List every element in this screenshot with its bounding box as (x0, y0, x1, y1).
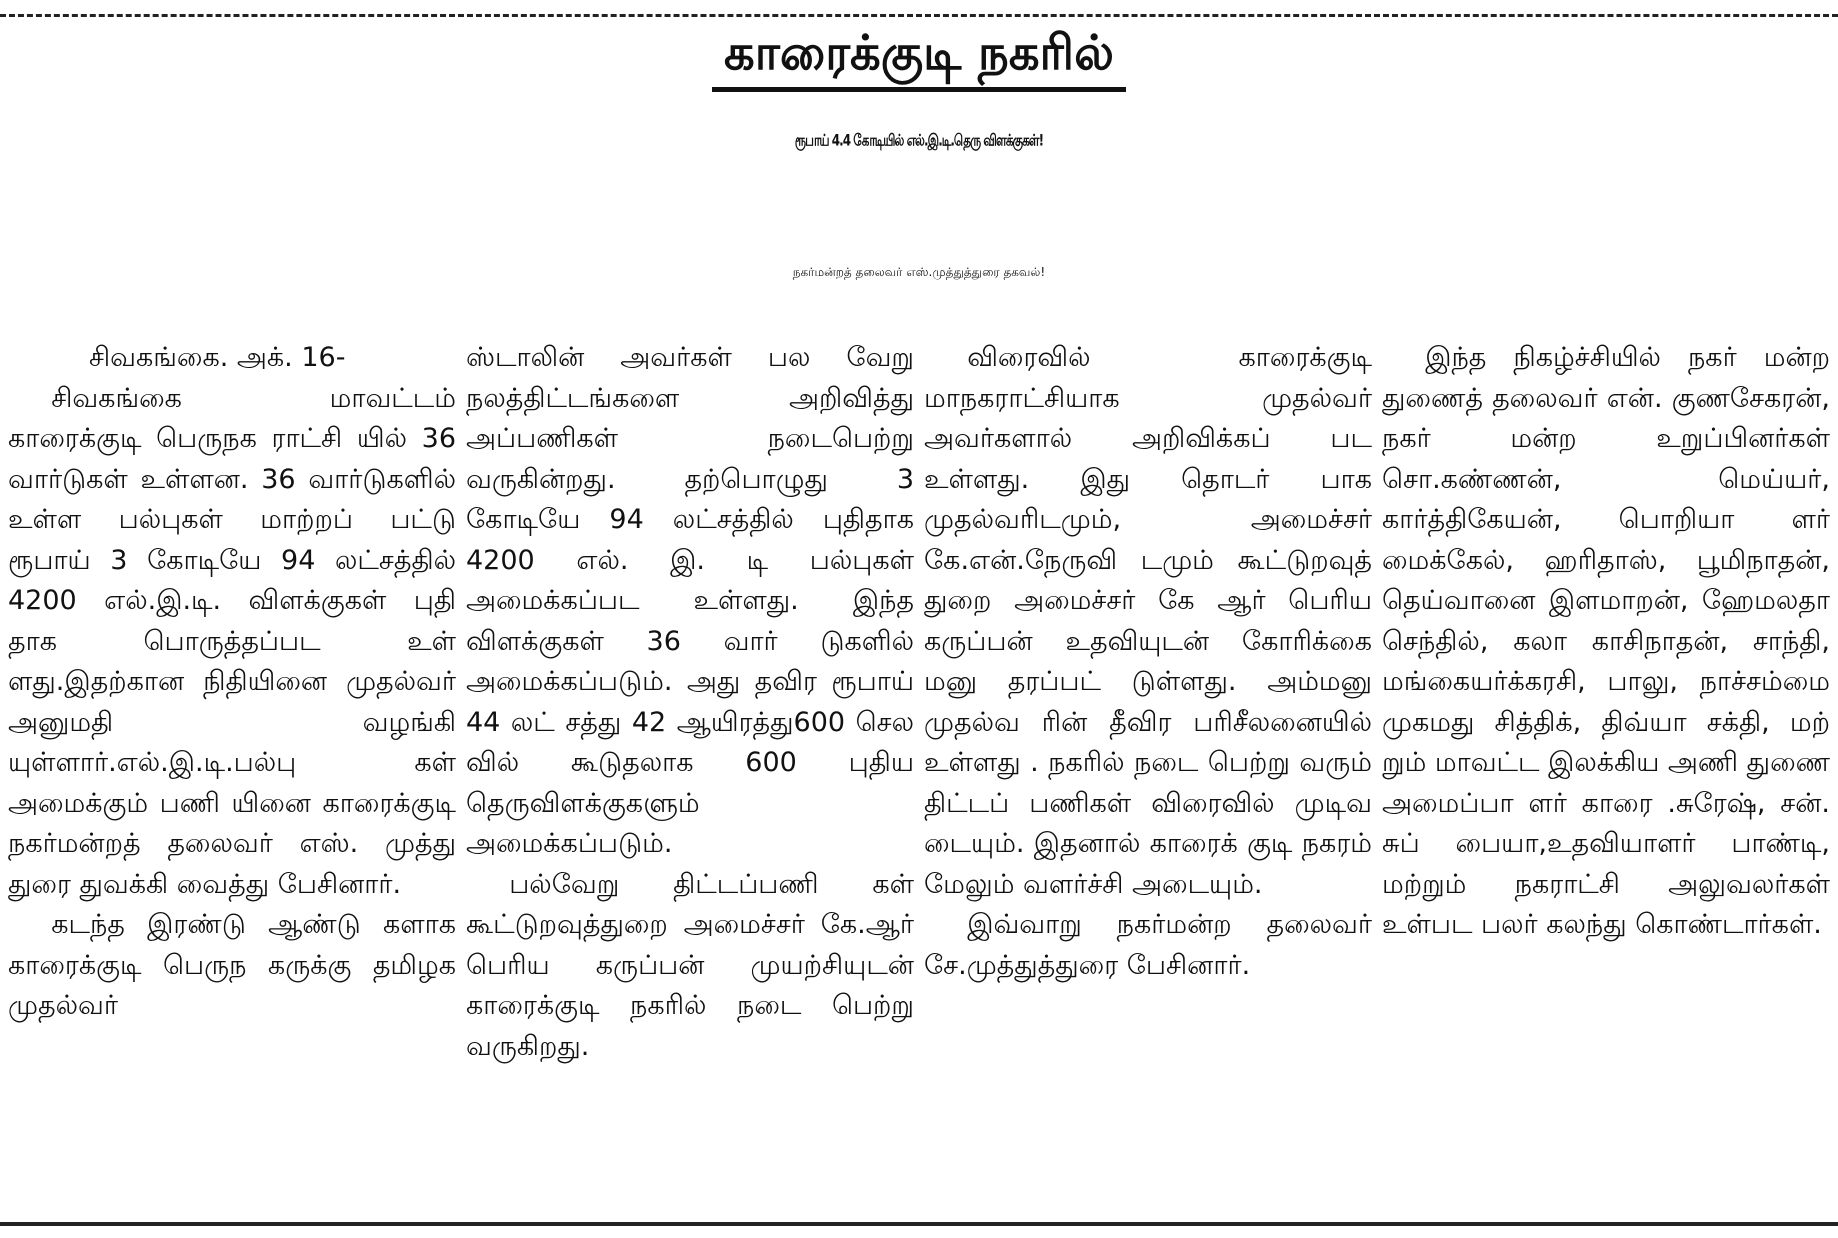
body-column-3 (924, 338, 1372, 1210)
paragraph: ஸ்டாலின் அவர்கள் பல வேறு நலத்திட்டங்களை அறிவித்து அப்பணிகள் நடைபெற்று வருகின்றது. தற்பொழுது 3 கோடியே 94 லட்சத்தில் புதிதாக 4200 எல். இ. டி பல்புகள் அமைக்கப்பட உள்ளது. இந்த விளக்குகள் 36 வார் டுகளில் அமைக்கப்படும். அது தவிர ரூபாய் 44 லட் சத்து 42 ஆயிரத்து600 செல வில் கூடுதலாக 600 புதிய தெருவிளக்குகளும் அமைக்கப்படும். (466, 342, 914, 859)
kicker-text: காரைக்குடி நகரில் (712, 26, 1126, 92)
paragraph: சிவகங்கை மாவட்டம் காரைக்குடி பெருநக ராட்சி யில் 36 வார்டுகள் உள்ளன. 36 வார்டுகளில் உள்ள பல்புகள் மாற்றப் பட்டு ரூபாய் 3 கோடியே 94 லட்சத்தில் 4200 எல்.இ.டி. விளக்குகள் புதி தாக பொருத்தப்பட உள் ளது.இதற்கான நிதியினை முதல்வர் அனுமதி வழங்கி யுள்ளார்.எல்.இ.டி.பல்பு கள் அமைக்கும் பணி யினை காரைக்குடி நகர்மன்றத் தலைவர் எஸ். முத்து துரை துவக்கி வைத்து பேசினார். (8, 382, 456, 900)
top-dashed-rule (0, 14, 1838, 17)
article-subheadline: நகர்மன்றத் தலைவர் எஸ்.முத்துத்துரை தகவல்! (792, 265, 1046, 279)
paragraph: கடந்த இரண்டு ஆண்டு களாக காரைக்குடி பெருந கருக்கு தமிழக முதல்வர் (8, 909, 456, 1021)
dateline: சிவகங்கை. அக். 16- (89, 342, 346, 373)
paragraph: பல்வேறு திட்டப்பணி கள் கூட்டுறவுத்துறை அமைச்சர் கே.ஆர் பெரிய கருப்பன் முயற்சியுடன் காரைக்குடி நகரில் நடை பெற்று வருகிறது. (466, 868, 914, 1062)
article-headline: ரூபாய் 4.4 கோடியில் எல்.இ.டி.தெரு விளக்குகள்! (794, 130, 1044, 150)
paragraph: இந்த நிகழ்ச்சியில் நகர் மன்ற துணைத் தலைவர் என். குணசேகரன், நகர் மன்ற உறுப்பினர்கள் சொ.கண்ணன், மெய்யர், கார்த்திகேயன், பொறியா ளர் மைக்கேல், ஹரிதாஸ், பூமிநாதன், தெய்வானை இளமாறன், ஹேமலதா செந்தில், கலா காசிநாதன், சாந்தி, மங்கையர்க்கரசி, பாலு, நாச்சம்மை முகமது சித்திக், திவ்யா சக்தி, மற் றும் மாவட்ட இலக்கிய அணி துணை அமைப்பா ளர் காரை .சுரேஷ், சன். சுப் பையா,உதவியாளர் பாண்டி, மற்றும் நகராட்சி அலுவலர்கள் உள்பட பலர் கலந்து கொண்டார்கள். (1382, 342, 1830, 940)
body-column-2 (466, 338, 914, 1210)
body-column-1 (8, 338, 456, 1210)
article-body (8, 338, 1830, 1210)
bottom-rule (0, 1222, 1838, 1226)
article-kicker (0, 26, 1838, 92)
paragraph: இவ்வாறு நகர்மன்ற தலைவர் சே.முத்துத்துரை பேசினார். (924, 909, 1372, 981)
paragraph: விரைவில் காரைக்குடி மாநகராட்சியாக முதல்வர் அவர்களால் அறிவிக்கப் பட உள்ளது. இது தொடர் பாக முதல்வரிடமும், அமைச்சர் கே.என்.நேருவி டமும் கூட்டுறவுத் துறை அமைச்சர் கே ஆர் பெரிய கருப்பன் உதவியுடன் கோரிக்கை மனு தரப்பட் டுள்ளது. அம்மனு முதல்வ ரின் தீவிர பரிசீலனையில் உள்ளது . நகரில் நடை பெற்று வரும் திட்டப் பணிகள் விரைவில் முடிவ டையும். இதனால் காரைக் குடி நகரம் மேலும் வளர்ச்சி அடையும். (924, 342, 1372, 900)
body-column-4 (1382, 338, 1830, 1210)
